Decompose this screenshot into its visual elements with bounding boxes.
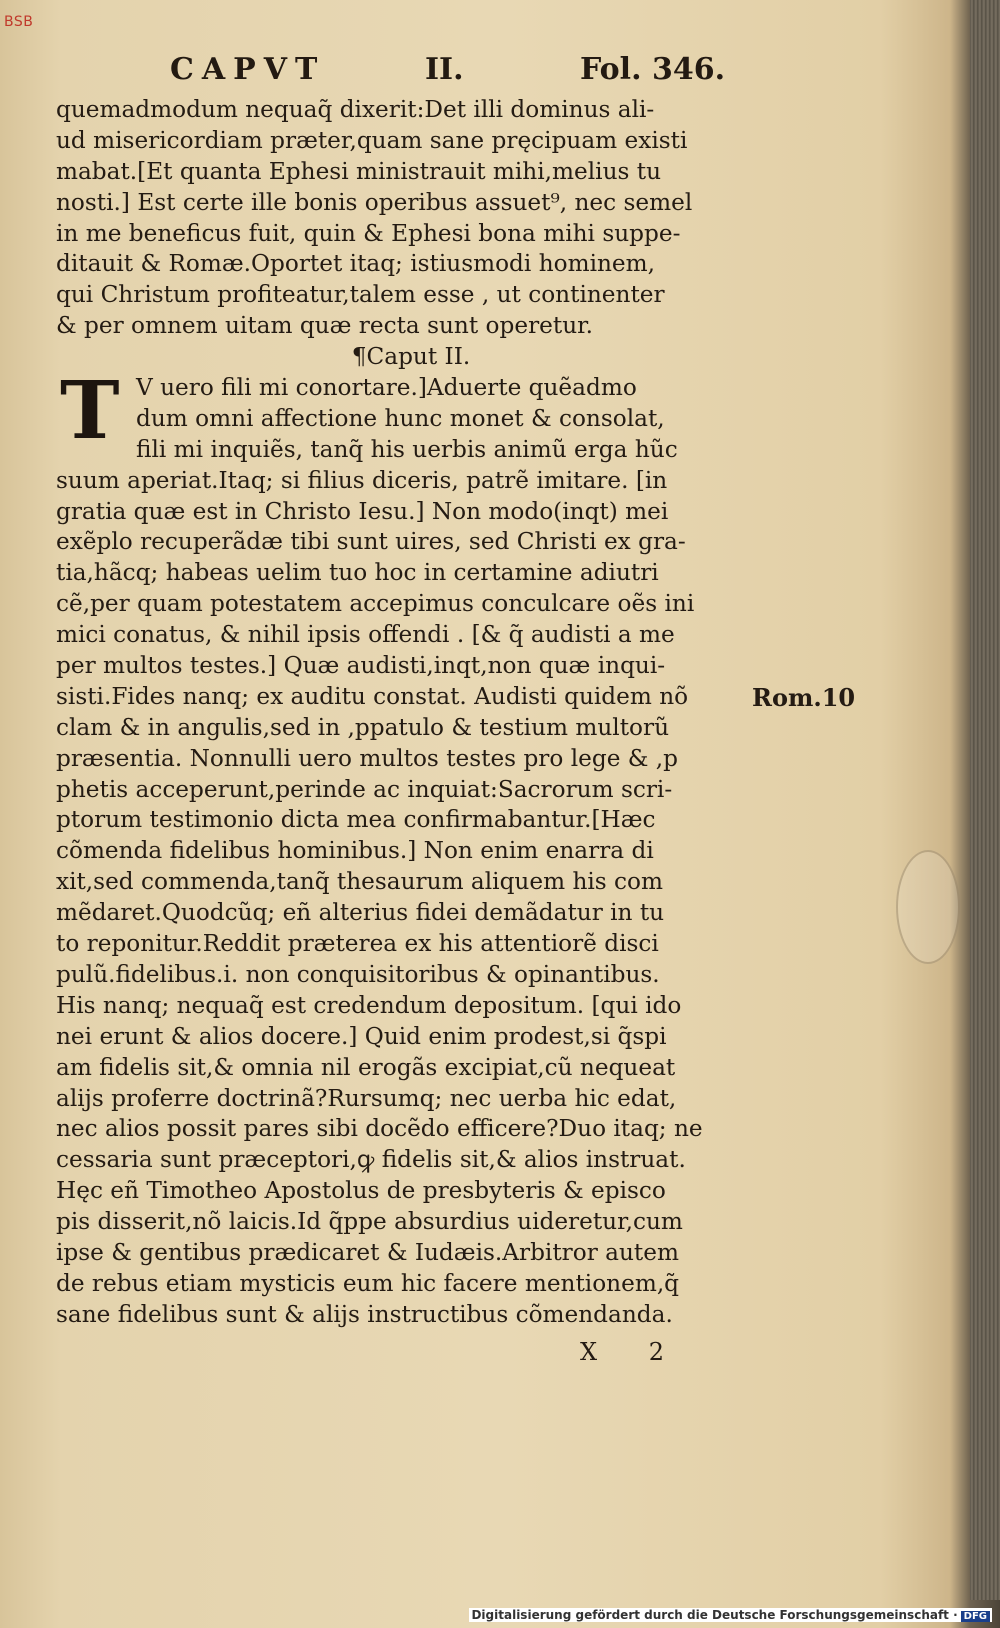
text-line: ipse & gentibus prædicaret & Iudæis.Arbitror autem	[56, 1238, 679, 1266]
folio-number: Fol. 346.	[580, 52, 726, 87]
text-line: mẽdaret.Quodcũq; eñ alterius fidei demãdatur in tu	[56, 899, 665, 927]
text-line: suum aperiat.Itaq; si filius diceris, patrẽ imitare. [in	[56, 466, 668, 494]
book-page-edges	[970, 0, 1000, 1600]
digitization-footer	[469, 1608, 992, 1622]
text-line: de rebus etiam mysticis eum hic facere mentionem,q̃	[56, 1269, 680, 1297]
text-line: & per omnem uitam quæ recta sunt operetur.	[56, 312, 594, 340]
text-line: clam & in angulis,sed in ,ppatulo & testium multorũ	[56, 713, 669, 741]
header-left: CAPVT	[170, 52, 326, 87]
text-line: pis disserit,nõ laicis.Id q̃ppe absurdius uideretur,cum	[56, 1208, 683, 1236]
text-line: qui Christum profiteatur,talem esse , ut continenter	[56, 281, 665, 309]
text-line: His nanq; nequaq̃ est credendum depositum. [qui ido	[56, 991, 682, 1019]
header-center: II.	[425, 52, 464, 87]
text-line: sisti.Fides nanq; ex auditu constat. Audisti quidem nõ	[56, 682, 689, 710]
text-line: mabat.[Et quanta Ephesi ministrauit mihi,melius tu	[56, 157, 662, 185]
text-line: V uero fili mi conortare.]Aduerte quẽadmo	[136, 374, 637, 402]
text-line: Hęc eñ Timotheo Apostolus de presbyteris & episco	[56, 1177, 666, 1205]
text-line: fili mi inquiẽs, tanq̃ his uerbis animũ erga hũc	[136, 435, 678, 463]
text-line: phetis acceperunt,perinde ac inquiat:Sacrorum scri-	[56, 775, 673, 803]
text-line: præsentia. Nonnulli uero multos testes pro lege & ,p	[56, 744, 679, 772]
text-line: mici conatus, & nihil ipsis offendi . [& q̃ audisti a me	[56, 621, 675, 649]
text-line: nec alios possit pares sibi docẽdo efficere?Duo itaq; ne	[56, 1115, 703, 1143]
chapter-heading: ¶Caput II.	[351, 343, 471, 371]
text-line: in me beneficus fuit, quin & Ephesi bona mihi suppe-	[56, 219, 681, 247]
text-line: quemadmodum nequaq̃ dixerit:Det illi dominus ali-	[56, 96, 655, 123]
text-line: tia,hãcq; habeas uelim tuo hoc in certamine adiutri	[56, 559, 659, 587]
text-line: ditauit & Romæ.Oportet itaq; istiusmodi hominem,	[56, 250, 656, 278]
text-line: xit,sed commenda,tanq̃ thesaurum aliquem his com	[56, 868, 663, 896]
running-header	[170, 52, 730, 92]
text-line: pulũ.fidelibus.i. non conquisitoribus & opinantibus.	[56, 960, 660, 988]
text-line: gratia quæ est in Christo Iesu.] Non modo(inqt) mei	[56, 497, 669, 525]
text-line: ud misericordiam præter,quam sane pręcipuam existi	[56, 126, 688, 154]
text-line: cessaria sunt præceptori,ꝙ fidelis sit,& alios instruat.	[56, 1146, 686, 1174]
text-line: am fidelis sit,& omnia nil erogãs excipiat,cũ nequeat	[56, 1053, 676, 1081]
text-line: ptorum testimonio dicta mea confirmabantur.[Hæc	[56, 806, 656, 834]
margin-note: Rom.10	[752, 683, 856, 712]
clasp-shadow	[896, 850, 960, 964]
dfg-logo: DFG	[961, 1611, 990, 1622]
footer-text: Digitalisierung gefördert durch die Deutsche Forschungsgemeinschaft ·	[471, 1608, 958, 1622]
text-line: nosti.] Est certe ille bonis operibus assuet⁹, nec semel	[56, 188, 693, 216]
drop-cap: T	[60, 363, 120, 457]
text-line: exẽplo recuperãdæ tibi sunt uires, sed Christi ex gra-	[56, 528, 686, 556]
text-line: cõmenda fidelibus hominibus.] Non enim enarra di	[56, 837, 654, 865]
library-mark: BSB	[4, 14, 34, 30]
text-line: to reponitur.Reddit præterea ex his attentiorẽ disci	[56, 930, 659, 958]
text-block	[56, 95, 746, 1331]
signature-mark: X 2	[580, 1338, 686, 1366]
text-line: nei erunt & alios docere.] Quid enim prodest,si q̃spi	[56, 1022, 667, 1050]
text-line: per multos testes.] Quæ audisti,inqt,non quæ inqui-	[56, 652, 666, 680]
text-line: sane fidelibus sunt & alijs instructibus cõmendanda.	[56, 1300, 673, 1328]
text-line: alijs proferre doctrinã?Rursumq; nec uerba hic edat,	[56, 1084, 677, 1112]
text-line: cẽ,per quam potestatem accepimus conculcare oẽs ini	[56, 590, 695, 618]
text-line: dum omni affectione hunc monet & consolat,	[136, 404, 665, 432]
